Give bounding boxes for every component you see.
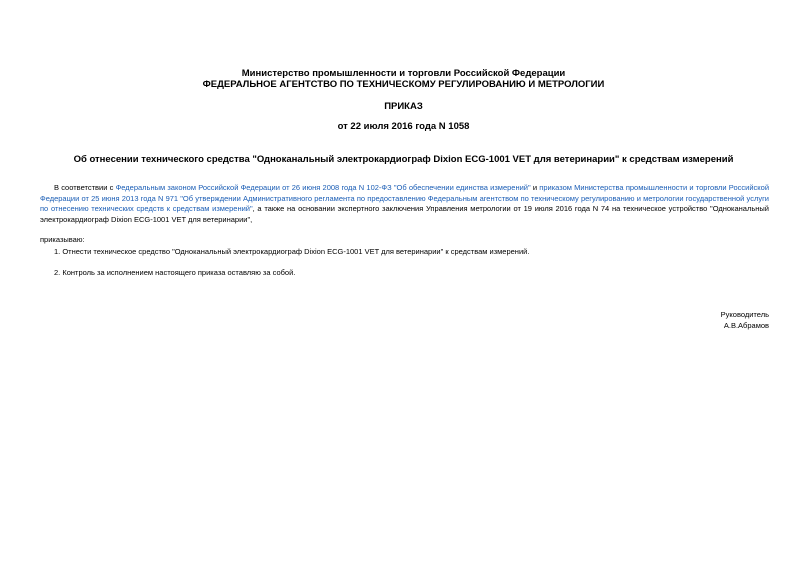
preamble-text-a: В соответствии с: [54, 183, 116, 192]
document-subject: Об отнесении технического средства "Одноканальный электрокардиограф Dixion ECG-1001 VET для ветеринарии" к средствам измерений: [73, 154, 734, 165]
signatory-position: Руководитель: [720, 310, 769, 319]
agency-name: ФЕДЕРАЛЬНОЕ АГЕНТСТВО ПО ТЕХНИЧЕСКОМУ РЕГУЛИРОВАНИЮ И МЕТРОЛОГИИ: [202, 79, 605, 90]
order-title: ПРИКАЗ: [384, 101, 423, 112]
order-item-2: 2. Контроль за исполнением настоящего приказа оставляю за собой.: [54, 268, 296, 277]
preamble-text-c: , а также на основании экспертного заключения Управления метрологии от 19 июля 2016 года N 74 на техническое устройство "Одноканальный электрокардиограф Dixion ECG-1001 VET для ветеринарии",: [40, 204, 769, 224]
document-header: [0, 68, 807, 90]
preamble-text-b: и: [530, 183, 540, 192]
order-item-1: 1. Отнести техническое средство "Одноканальный электрокардиограф Dixion ECG-1001 VET для ветеринарии" к средствам измерений.: [54, 247, 530, 256]
orders-label: приказываю:: [40, 235, 85, 244]
order-date: от 22 июля 2016 года N 1058: [337, 121, 470, 132]
ministry-order-link[interactable]: приказом Министерства промышленности и торговли Российской Федерации от 25 июня 2013 года N 971 "Об утверждении Административного регламента по предоставлению Федеральным агентством по техническому регулированию и метрологии государственной услуги по отнесению технических средств к средствам измерений": [40, 183, 770, 213]
ministry-name: Министерство промышленности и торговли Российской Федерации: [241, 68, 566, 79]
signature-block: [721, 309, 769, 331]
federal-law-link[interactable]: Федеральным законом Российской Федерации от 26 июня 2008 года N 102-ФЗ "Об обеспечении единства измерений": [115, 183, 531, 192]
preamble-paragraph: [40, 183, 769, 225]
signatory-name: А.В.Абрамов: [723, 321, 769, 330]
